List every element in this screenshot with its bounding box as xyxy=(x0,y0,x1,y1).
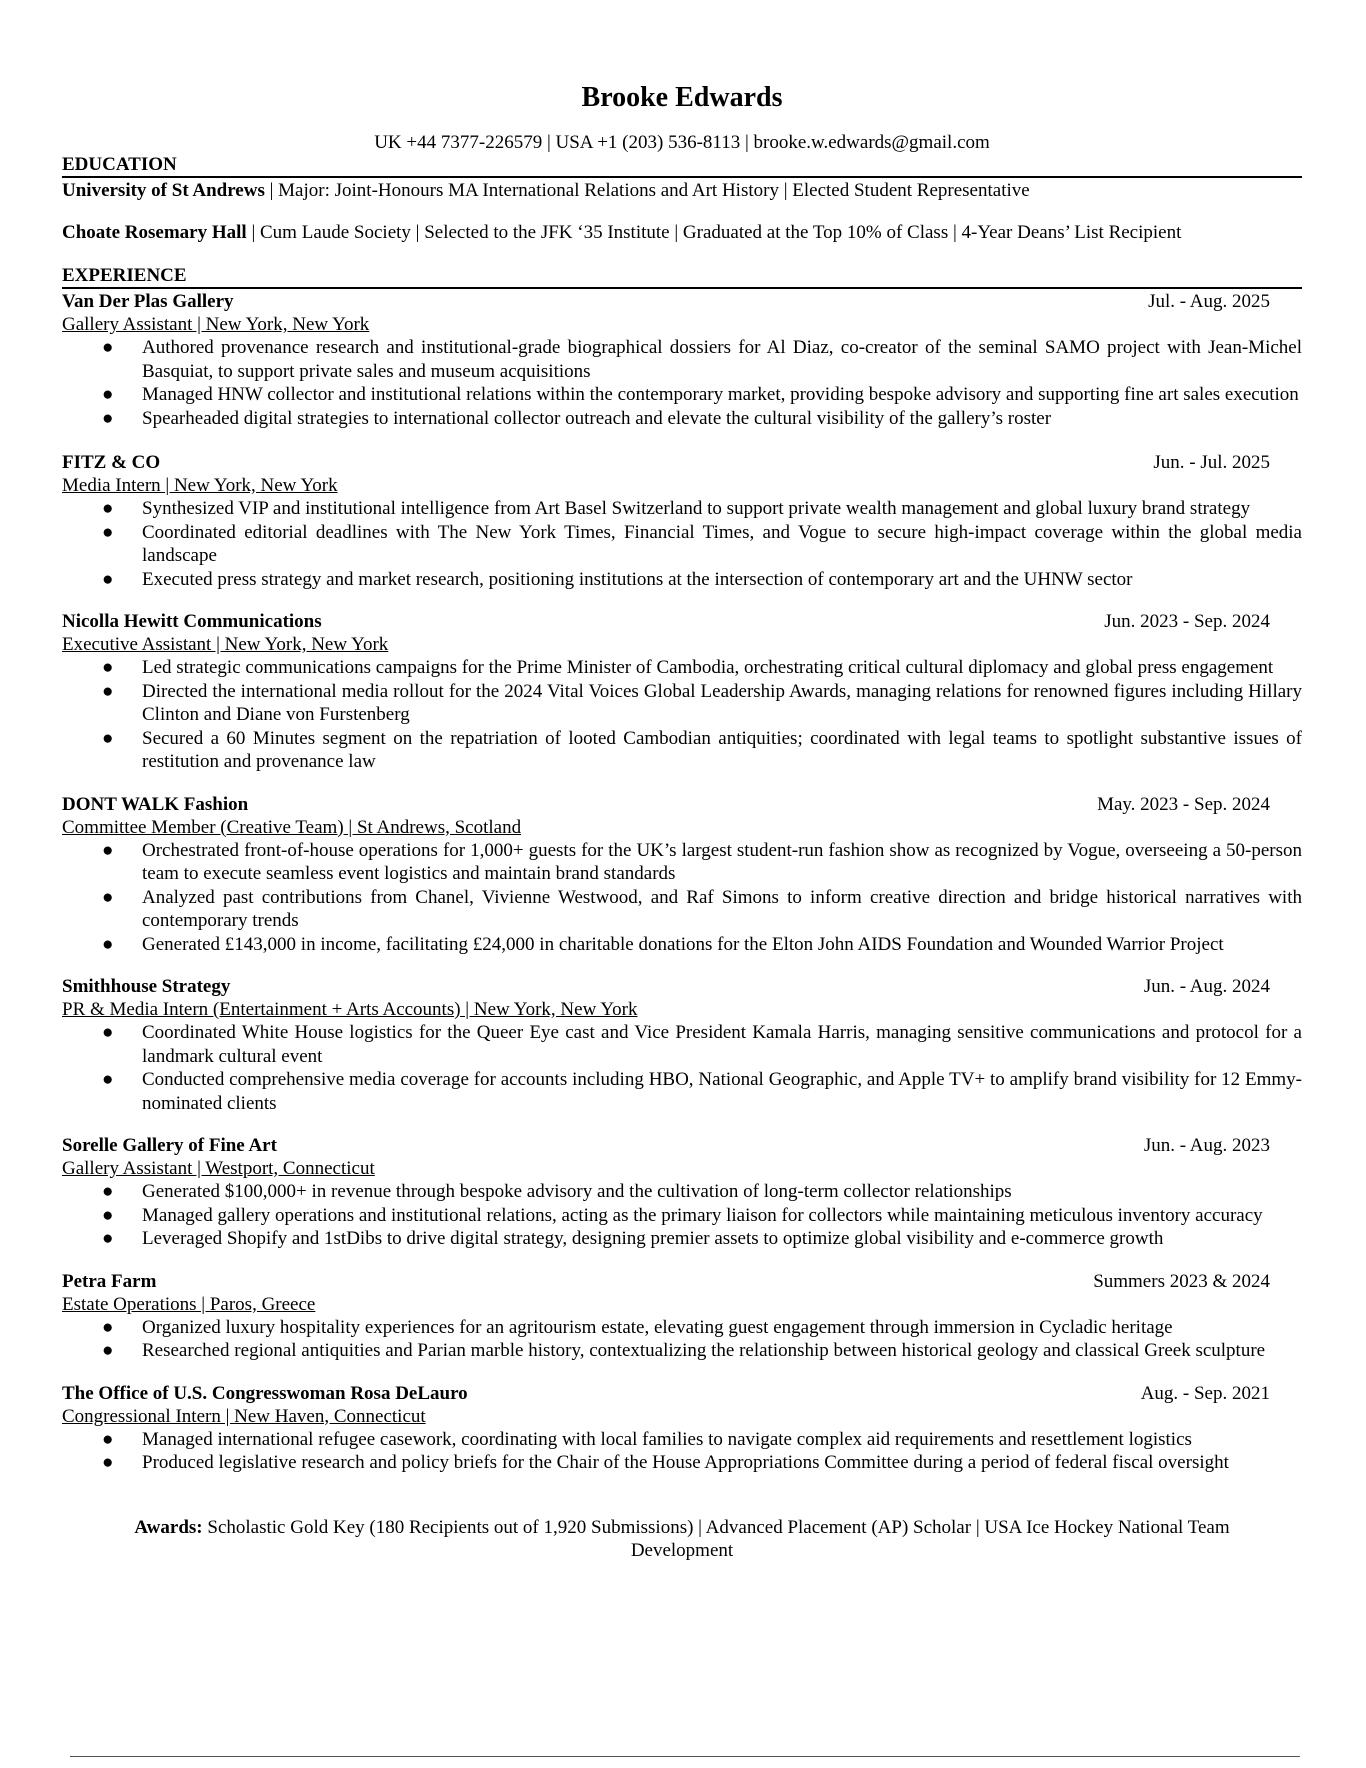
bullet-text: Researched regional antiquities and Parian marble history, contextualizing the relationship between historical geology and classical Greek sculpture xyxy=(142,1340,1266,1361)
bullet-text: Leveraged Shopify and 1stDibs to drive digital strategy, designing premier assets to optimize global visibility and e-commerce growth xyxy=(142,1228,1164,1249)
bullet-text: Authored provenance research and institutional-grade biographical dossiers for Al Diaz, co-creator of the seminal SAMO project with Jean-Michel Basquiat, to support private sales and museum acquisitions xyxy=(142,337,1302,382)
bullet-text: Managed HNW collector and institutional relations within the contemporary market, providing bespoke advisory and supporting fine art sales execution xyxy=(142,384,1299,405)
bullet-item xyxy=(62,1339,1302,1363)
company-name: DONT WALK Fashion xyxy=(62,793,249,815)
bullet-icon: ● xyxy=(102,1181,114,1202)
bullet-icon: ● xyxy=(102,407,114,429)
bullet-icon: ● xyxy=(102,521,114,543)
bullet-text: Executed press strategy and market research, positioning institutions at the intersection of contemporary art and the UHNW sector xyxy=(142,568,1133,590)
company-name: Smithhouse Strategy xyxy=(62,976,231,997)
bullet-icon: ● xyxy=(102,384,114,405)
bullet-icon: ● xyxy=(102,1022,114,1043)
job-role: Media Intern | New York, New York xyxy=(62,475,338,496)
bullet-icon: ● xyxy=(102,1204,114,1226)
bullet-list xyxy=(62,497,1302,591)
bullet-item xyxy=(62,727,1302,774)
school-name: University of St Andrews xyxy=(62,180,265,201)
bullet-item xyxy=(62,1180,1302,1204)
job-dates: Jun. - Aug. 2023 xyxy=(1143,1135,1270,1156)
job-dates: Aug. - Sep. 2021 xyxy=(1140,1382,1270,1404)
job-role: PR & Media Intern (Entertainment + Arts Accounts) | New York, New York xyxy=(62,999,638,1020)
job-role: Gallery Assistant | Westport, Connecticut xyxy=(62,1158,375,1179)
job-entry xyxy=(62,611,1302,774)
bullet-item xyxy=(62,336,1302,383)
bullet-item xyxy=(62,656,1302,680)
bullet-text: Led strategic communications campaigns for the Prime Minister of Cambodia, orchestrating critical cultural diplomacy and global press engagement xyxy=(142,657,1274,678)
bullet-item xyxy=(62,1227,1302,1251)
job-entry xyxy=(62,291,1302,430)
job-dates: May. 2023 - Sep. 2024 xyxy=(1097,793,1270,815)
bullet-text: Secured a 60 Minutes segment on the repatriation of looted Cambodian antiquities; coordinated with legal teams to spotlight substantive issues of restitution and provenance law xyxy=(142,727,1302,772)
job-entry xyxy=(62,794,1302,957)
bullet-icon: ● xyxy=(102,568,114,590)
job-dates: Jun. - Aug. 2024 xyxy=(1143,976,1270,997)
company-name: Nicolla Hewitt Communications xyxy=(62,611,322,632)
bullet-item xyxy=(62,497,1302,521)
bullet-item xyxy=(62,839,1302,886)
bullet-text: Coordinated White House logistics for the Queer Eye cast and Vice President Kamala Harris, managing sensitive communications and protocol for a landmark cultural event xyxy=(142,1022,1302,1067)
bullet-text: Directed the international media rollout for the 2024 Vital Voices Global Leadership Awards, managing relations for renowned figures including Hillary Clinton and Diane von Furstenberg xyxy=(142,680,1302,725)
bullet-text: Produced legislative research and policy briefs for the Chair of the House Appropriations Committee during a period of federal fiscal oversight xyxy=(142,1452,1229,1473)
bullet-item xyxy=(62,568,1302,592)
bullet-text: Orchestrated front-of-house operations for 1,000+ guests for the UK’s largest student-run fashion show as recognized by Vogue, overseeing a 50-person team to execute seamless event logistics and maintain brand standards xyxy=(142,839,1302,884)
job-dates: Summers 2023 & 2024 xyxy=(1093,1270,1270,1292)
bullet-list xyxy=(62,336,1302,430)
job-header xyxy=(62,291,1302,313)
bullet-icon: ● xyxy=(102,1069,114,1090)
bullet-icon: ● xyxy=(102,933,114,955)
bullet-icon: ● xyxy=(102,1452,114,1473)
job-role: Estate Operations | Paros, Greece xyxy=(62,1293,316,1315)
bullet-item xyxy=(62,1428,1302,1452)
bullet-text: Analyzed past contributions from Chanel, Vivienne Westwood, and Raf Simons to inform creative direction and bridge historical narratives with contemporary trends xyxy=(142,886,1302,931)
job-header xyxy=(62,1135,1302,1157)
education-entry xyxy=(62,180,1302,202)
company-name: Sorelle Gallery of Fine Art xyxy=(62,1135,277,1156)
job-role: Gallery Assistant | New York, New York xyxy=(62,314,370,335)
candidate-name: Brooke Edwards xyxy=(581,82,783,113)
bullet-item xyxy=(62,407,1302,431)
bullet-list xyxy=(62,839,1302,957)
job-entry xyxy=(62,976,1302,1115)
bullet-icon: ● xyxy=(102,657,114,678)
bullet-list xyxy=(62,1021,1302,1115)
job-dates: Jun. - Jul. 2025 xyxy=(1153,452,1270,473)
bullet-item xyxy=(62,383,1302,407)
job-header xyxy=(62,794,1302,816)
job-header xyxy=(62,976,1302,998)
bullet-item xyxy=(62,886,1302,933)
bullet-item xyxy=(62,680,1302,727)
bullet-text: Organized luxury hospitality experiences for an agritourism estate, elevating guest engagement through immersion in Cycladic heritage xyxy=(142,1316,1173,1338)
bullet-list xyxy=(62,1180,1302,1251)
bullet-item xyxy=(62,1204,1302,1228)
job-header xyxy=(62,1383,1302,1405)
bottom-divider xyxy=(70,1756,1300,1757)
job-entry xyxy=(62,1271,1302,1363)
job-header xyxy=(62,1271,1302,1293)
experience-heading: EXPERIENCE xyxy=(62,265,1302,289)
resume-page xyxy=(62,0,1302,1562)
company-name: Van Der Plas Gallery xyxy=(62,291,234,312)
bullet-item xyxy=(62,933,1302,957)
bullet-icon: ● xyxy=(102,680,114,702)
bullet-text: Synthesized VIP and institutional intelligence from Art Basel Switzerland to support private wealth management and global luxury brand strategy xyxy=(142,498,1251,519)
bullet-list xyxy=(62,1428,1302,1475)
bullet-item xyxy=(62,1068,1302,1115)
education-heading: EDUCATION xyxy=(62,154,1302,178)
company-name: Petra Farm xyxy=(62,1270,157,1292)
bullet-item xyxy=(62,1451,1302,1475)
job-header xyxy=(62,611,1302,633)
contact-line: UK +44 7377-226579 | USA +1 (203) 536-8113 | brooke.w.edwards@gmail.com xyxy=(374,132,990,153)
company-name: The Office of U.S. Congresswoman Rosa DeLauro xyxy=(62,1382,468,1404)
bullet-text: Spearheaded digital strategies to international collector outreach and elevate the cultural visibility of the gallery’s roster xyxy=(142,407,1052,429)
bullet-text: Coordinated editorial deadlines with The New York Times, Financial Times, and Vogue to secure high-impact coverage within the global media landscape xyxy=(142,521,1302,566)
company-name: FITZ & CO xyxy=(62,452,161,473)
job-role: Congressional Intern | New Haven, Connecticut xyxy=(62,1405,426,1427)
job-dates: Jun. 2023 - Sep. 2024 xyxy=(1104,611,1270,632)
bullet-icon: ● xyxy=(102,337,114,358)
bullet-icon: ● xyxy=(102,1316,114,1338)
awards-text: Scholastic Gold Key (180 Recipients out of 1,920 Submissions) | Advanced Placement (AP) Scholar | USA Ice Hockey National Team Development xyxy=(202,1516,1230,1561)
job-entry xyxy=(62,452,1302,591)
school-name: Choate Rosemary Hall xyxy=(62,222,247,243)
bullet-item xyxy=(62,1021,1302,1068)
awards-section xyxy=(62,1516,1302,1562)
bullet-icon: ● xyxy=(102,1228,114,1249)
bullet-text: Generated $100,000+ in revenue through bespoke advisory and the cultivation of long-term collector relationships xyxy=(142,1181,1012,1202)
bullet-text: Conducted comprehensive media coverage for accounts including HBO, National Geographic, and Apple TV+ to amplify brand visibility for 12 Emmy-nominated clients xyxy=(142,1069,1302,1114)
bullet-icon: ● xyxy=(102,498,114,519)
job-entry xyxy=(62,1135,1302,1251)
bullet-icon: ● xyxy=(102,839,114,861)
bullet-list xyxy=(62,656,1302,774)
bullet-icon: ● xyxy=(102,886,114,908)
bullet-list xyxy=(62,1316,1302,1363)
bullet-icon: ● xyxy=(102,727,114,749)
bullet-icon: ● xyxy=(102,1340,114,1361)
experience-list xyxy=(62,291,1302,1475)
job-role: Committee Member (Creative Team) | St Andrews, Scotland xyxy=(62,816,522,838)
job-entry xyxy=(62,1383,1302,1475)
job-dates: Jul. - Aug. 2025 xyxy=(1148,291,1270,312)
job-role: Executive Assistant | New York, New York xyxy=(62,634,389,655)
job-header xyxy=(62,452,1302,474)
school-details: | Major: Joint-Honours MA International Relations and Art History | Elected Student Representative xyxy=(264,180,1030,201)
bullet-item xyxy=(62,521,1302,568)
education-entry xyxy=(62,222,1302,244)
bullet-text: Generated £143,000 in income, facilitating £24,000 in charitable donations for the Elton John AIDS Foundation and Wounded Warrior Project xyxy=(142,933,1224,955)
bullet-text: Managed international refugee casework, coordinating with local families to navigate complex aid requirements and resettlement logistics xyxy=(142,1428,1192,1450)
bullet-icon: ● xyxy=(102,1428,114,1450)
awards-label: Awards: xyxy=(134,1516,203,1538)
school-details: | Cum Laude Society | Selected to the JFK ‘35 Institute | Graduated at the Top 10% of Class | 4-Year Deans’ List Recipient xyxy=(246,222,1182,243)
bullet-text: Managed gallery operations and institutional relations, acting as the primary liaison for collectors while maintaining meticulous inventory accuracy xyxy=(142,1204,1263,1226)
bullet-item xyxy=(62,1316,1302,1340)
